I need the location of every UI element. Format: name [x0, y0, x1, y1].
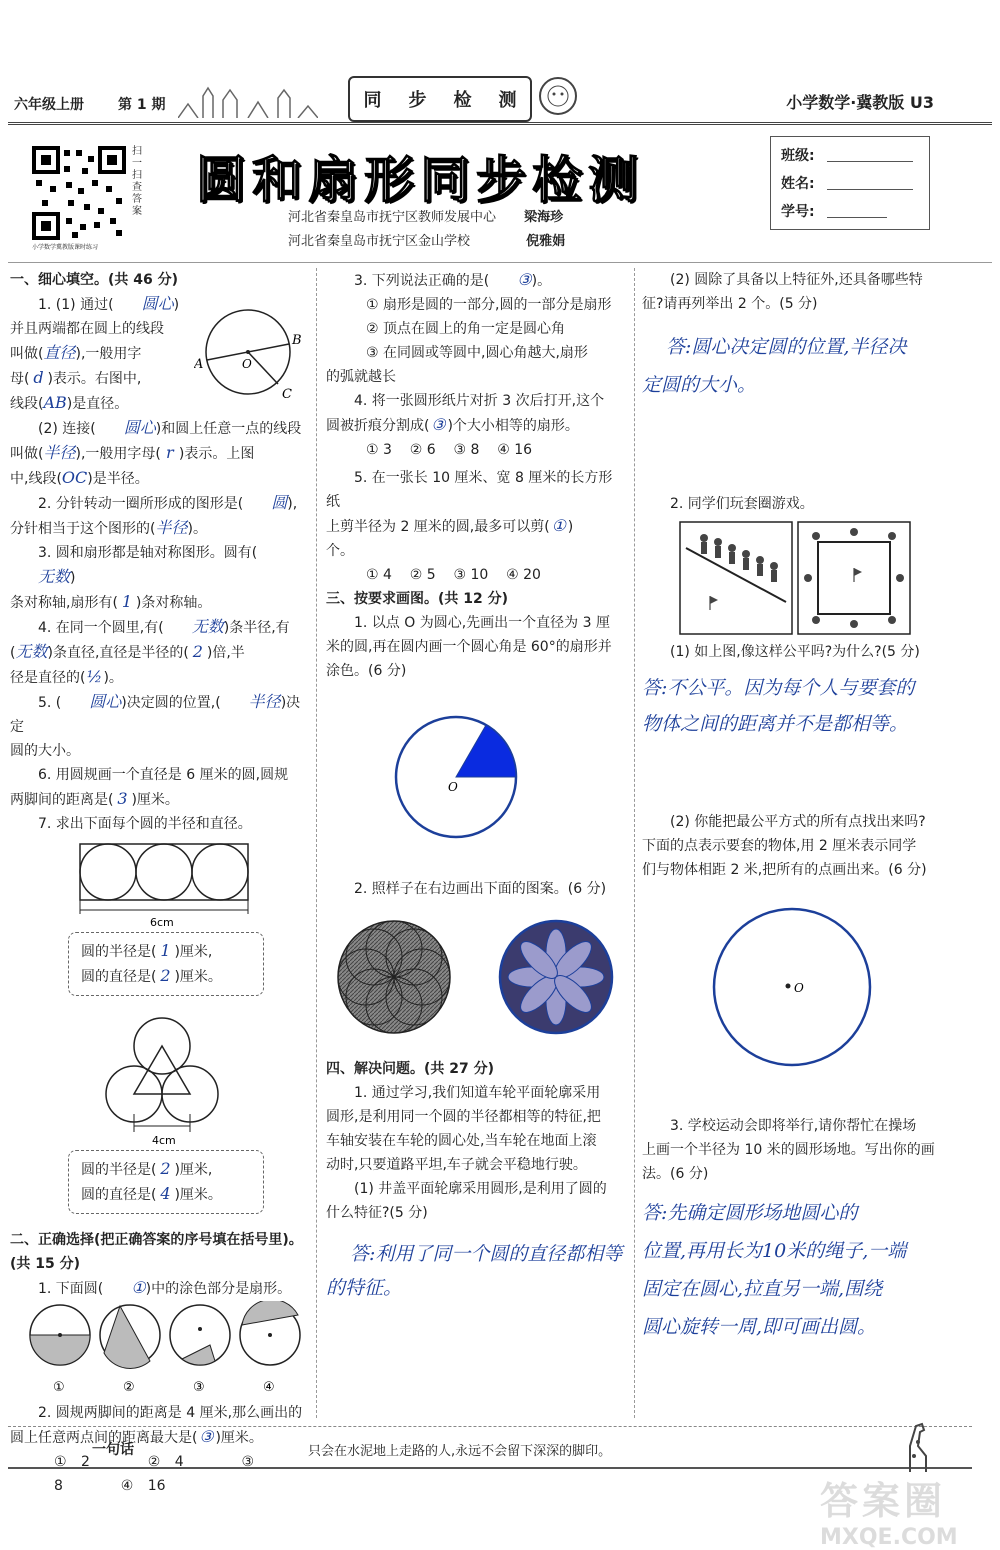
author-line [288, 230, 565, 249]
answer: 无数 [15, 642, 48, 661]
column-divider [316, 268, 317, 1418]
author-name: 倪雅娟 [526, 234, 566, 249]
q2: 2. 分针转动一圈所形成的图形是( 圆), 分针相当于这个图形的(半径)。 [10, 491, 310, 541]
column-2: 3. 下列说法正确的是( ③)。 ① 扇形是圆的一部分,圆的一部分是扇形 ② 顶点在圆上的角一定是圆心角 ③ 在同圆或等圆中,圆心角越大,扇形 的弧就越长 4. 将一张圆形纸片对折 3 次后打开,这个 圆被折痕分割成( ③ )个大小相等的扇形。 ① 3 ② 6 ③ 8 ④ 16 5. 在一张长 10 厘米、宽 8 厘米的长方形纸 上剪半径为 2 厘米的圆,最多可以剪( ① ) 个。 ① 4 ② 5 ③ 10 ④ 20 三、按要求画图。(共 12 分) 1. 以点 O 为圆心,先画出一个直径为 3 厘 米的圆,再在圆内画一个圆心角是 60°的扇形并 涂色。(6 分) O 2. 照样子在右边画出下面的图案。(6 分) 四、解决问题。(共 27 分) 1. 通过学习,我们知道车轮平面轮廓采用 圆形,是利用同一个圆的半径都相等的特征,把 车轴安装在车轮的圆心处,当车轮在地面上滚 动时,只要道路平坦,车子就会平稳地行驶。 (1) 井盖平面轮廓采用圆形,是利用了圆的 什么特征?(5 分) 答:利用了同一个圆的直径都相等 的特征。 [326, 268, 626, 1305]
watermark-url: MXQE.COM [820, 1525, 958, 1550]
q5: 5. ( 圆心)决定圆的位置,( 半径)决定 圆的大小。 [10, 692, 301, 759]
answer-box: 圆的半径是( 1 )厘米, 圆的直径是( 2 )厘米。 [68, 932, 264, 996]
grade-label: 六年级上册 [14, 97, 84, 113]
q3: 3. 圆和扇形都是轴对称图形。圆有(无数) 条对称轴,扇形有( 1 )条对称轴。 [10, 541, 310, 615]
header-bar [8, 84, 992, 125]
options-row: ① 2 ② 4 ③ 8 ④ 16 [54, 1454, 255, 1494]
q7: 7. 求出下面每个圆的半径和直径。 [38, 816, 252, 832]
answer: 3 [117, 789, 128, 808]
q1a: 1. (1) 通过( 圆心) 并且两端都在圆上的线段 叫做(直径),一般用字 母( d )表示。右图中, 线段(AB)是直径。 [10, 292, 196, 416]
answer: 1 [160, 941, 171, 960]
option-label: ④ [263, 1380, 275, 1395]
length-label: 6cm [150, 916, 174, 928]
q4: 4. 在同一个圆里,有( 无数)条半径,有 (无数)条直径,直径是半径的( 2 )倍,半 径是直径的(½)。 [10, 615, 310, 690]
answer: 2 [160, 1159, 171, 1178]
id-label: 学号: [781, 204, 815, 220]
answer: 2 [192, 642, 203, 661]
answer: 圆心 [141, 294, 174, 313]
answer: 2 [160, 966, 171, 985]
answer: 1 [121, 592, 133, 611]
watermark [820, 1470, 990, 1550]
triangle-circles-figure [10, 1014, 310, 1150]
author-name: 梁海珍 [524, 210, 564, 225]
label-b: B [292, 333, 302, 348]
author-line [288, 206, 563, 225]
handwritten-answer: 答:圆心决定圆的位置,半径决 定圆的大小。 [642, 336, 907, 396]
answer: ① [551, 516, 566, 535]
giraffe-icon [896, 1416, 936, 1472]
answer: 半径 [248, 692, 281, 711]
handwritten-answer: 答:不公平。因为每个人与要套的 物体之间的距离并不是都相等。 [642, 677, 915, 735]
s2-q3: 3. 下列说法正确的是( ③)。 [326, 268, 626, 293]
answer: ① [131, 1278, 146, 1297]
page-title: 圆和扇形同步检测 [196, 150, 644, 209]
answer: 无数 [191, 617, 224, 636]
option-label: ① [53, 1380, 65, 1395]
name-label: 姓名: [781, 176, 815, 192]
center-label: O [448, 780, 458, 794]
option-label: ② [123, 1380, 135, 1395]
s4-q2: 2. 同学们玩套圈游戏。 [670, 496, 814, 512]
banner-char: 检 [453, 90, 472, 111]
answer: 半径 [155, 518, 188, 537]
issue-label: 第 1 期 [118, 97, 166, 113]
banner-char: 测 [498, 90, 517, 111]
answer: 无数 [38, 567, 71, 586]
section-2-title: 二、正确选择(把正确答案的序号填在括号里)。 [10, 1232, 303, 1248]
footer [8, 1426, 972, 1469]
footer-quote: 只会在水泥地上走路的人,永远不会留下深深的脚印。 [308, 1444, 612, 1459]
answer: AB [43, 393, 67, 412]
answer: ③ [199, 1427, 214, 1446]
q1b: (2) 连接( 圆心)和圆上任意一点的线段 叫做(半径),一般用字母( r )表示。上图 中,线段(OC)是半径。 [10, 416, 310, 491]
answer: ½ [86, 667, 103, 686]
s2-q2: 2. 圆规两脚间的距离是 4 厘米,那么画出的 圆上任意两点间的距离最大是( ③ )厘米。 ① 2 ② 4 ③ 8 ④ 16 [10, 1401, 310, 1498]
author-org: 河北省秦皇岛市抚宁区教师发展中心 [288, 210, 497, 225]
section-2-score: (共 15 分) [10, 1256, 81, 1272]
label-a: A [194, 357, 204, 372]
length-label: 4cm [152, 1134, 176, 1147]
author-org: 河北省秦皇岛市抚宁区金山学校 [288, 234, 471, 249]
flower-patterns [326, 913, 626, 1043]
answer: 半径 [43, 443, 76, 462]
answer: r [166, 443, 174, 462]
answer-box: 圆的半径是( 2 )厘米, 圆的直径是( 4 )厘米。 [68, 1150, 264, 1214]
handwritten-answer: 答:先确定圆形场地圆心的 位置,再用长为10米的绳子,一端 固定在圆心,拉直另一端,围绕 圆心旋转一周,即可画出圆。 [642, 1202, 907, 1338]
section-3-title: 三、按要求画图。(共 12 分) [326, 591, 509, 607]
column-3: (2) 圆除了具备以上特征外,还具备哪些特 征?请再列举出 2 个。(5 分) 答:圆心决定圆的位置,半径决 定圆的大小。 2. 同学们玩套圈游戏。 (1) 如上图,像这样公平吗?为什么?(5 分) 答:不公平。因为每个人与要套的 物体之间的距离并不是都相等。 (2) 你能把最公平方式的所有点找出来吗? 下面的点表示要套的物体,用 2 厘米表示同学 们与物体相距 2 米,把所有的点画出来。(6 分) O 3. 学校运动会即将举行,请你帮忙在操场 上画一个半径为 10 米的圆形场地。写出你的画 法。(6 分) 答:先确定圆形场地圆心的 位置,再用长为10米的绳子,一端 固定在圆心,拉直另一端,围绕 圆心旋转一周,即可画出圆。 [642, 268, 942, 1346]
banner [348, 76, 532, 122]
banner-char: 步 [408, 90, 427, 111]
class-field[interactable] [827, 161, 913, 162]
label-c: C [282, 387, 292, 398]
lion-mascot-icon [533, 74, 583, 118]
header-castle-decoration [178, 84, 318, 118]
sector-options-figure [10, 1301, 310, 1395]
options-row: ① 3 ② 6 ③ 8 ④ 16 [366, 442, 533, 458]
ring-toss-pictures [642, 520, 942, 636]
qr-label: 扫一扫 查答案 [132, 146, 142, 217]
section-4-title: 四、解决问题。(共 27 分) [326, 1061, 495, 1077]
id-field[interactable] [827, 217, 887, 218]
answer: ③ [431, 415, 446, 434]
options-row: ① 4 ② 5 ③ 10 ④ 20 [366, 567, 541, 583]
column-1 [10, 268, 310, 1498]
qr-caption: 小学数学冀教版课时练习 [32, 244, 99, 251]
answer: 圆心 [89, 692, 122, 711]
answer: 4 [160, 1184, 171, 1203]
class-label: 班级: [781, 148, 815, 164]
center-label: O [794, 981, 804, 995]
answer: 圆 [271, 493, 288, 512]
banner-char: 同 [363, 90, 382, 111]
name-field[interactable] [827, 189, 913, 190]
header-divider [8, 262, 992, 263]
circle-diagram [194, 302, 304, 398]
q6: 6. 用圆规画一个直径是 6 厘米的圆,圆规 两脚间的距离是( 3 )厘米。 [10, 763, 310, 812]
column-divider [634, 268, 635, 1418]
qr-code[interactable] [32, 146, 126, 240]
label-o: O [242, 357, 252, 371]
s2-q1: 1. 下面圆( ①)中的涂色部分是扇形。 [10, 1276, 310, 1301]
watermark-logo-text: 答案圈 [820, 1479, 947, 1523]
section-1-title: 一、细心填空。(共 46 分) [10, 272, 179, 288]
answer: d [33, 368, 44, 387]
student-info-box [770, 136, 930, 230]
s3-q2: 2. 照样子在右边画出下面的图案。(6 分) [354, 881, 607, 897]
answer: ③ [517, 270, 532, 289]
sector-drawing [326, 707, 626, 847]
subject-label: 小学数学·冀教版 U3 [786, 93, 934, 112]
three-circles-figure [10, 842, 310, 928]
answer: 直径 [43, 343, 76, 362]
handwritten-answer: 答:利用了同一个圆的直径都相等 的特征。 [326, 1243, 623, 1299]
fair-circle-drawing [642, 902, 942, 1072]
answer: 圆心 [123, 418, 156, 437]
option-label: ③ [193, 1380, 205, 1395]
footer-label: 一句话 [92, 1442, 134, 1458]
answer: OC [61, 468, 88, 487]
